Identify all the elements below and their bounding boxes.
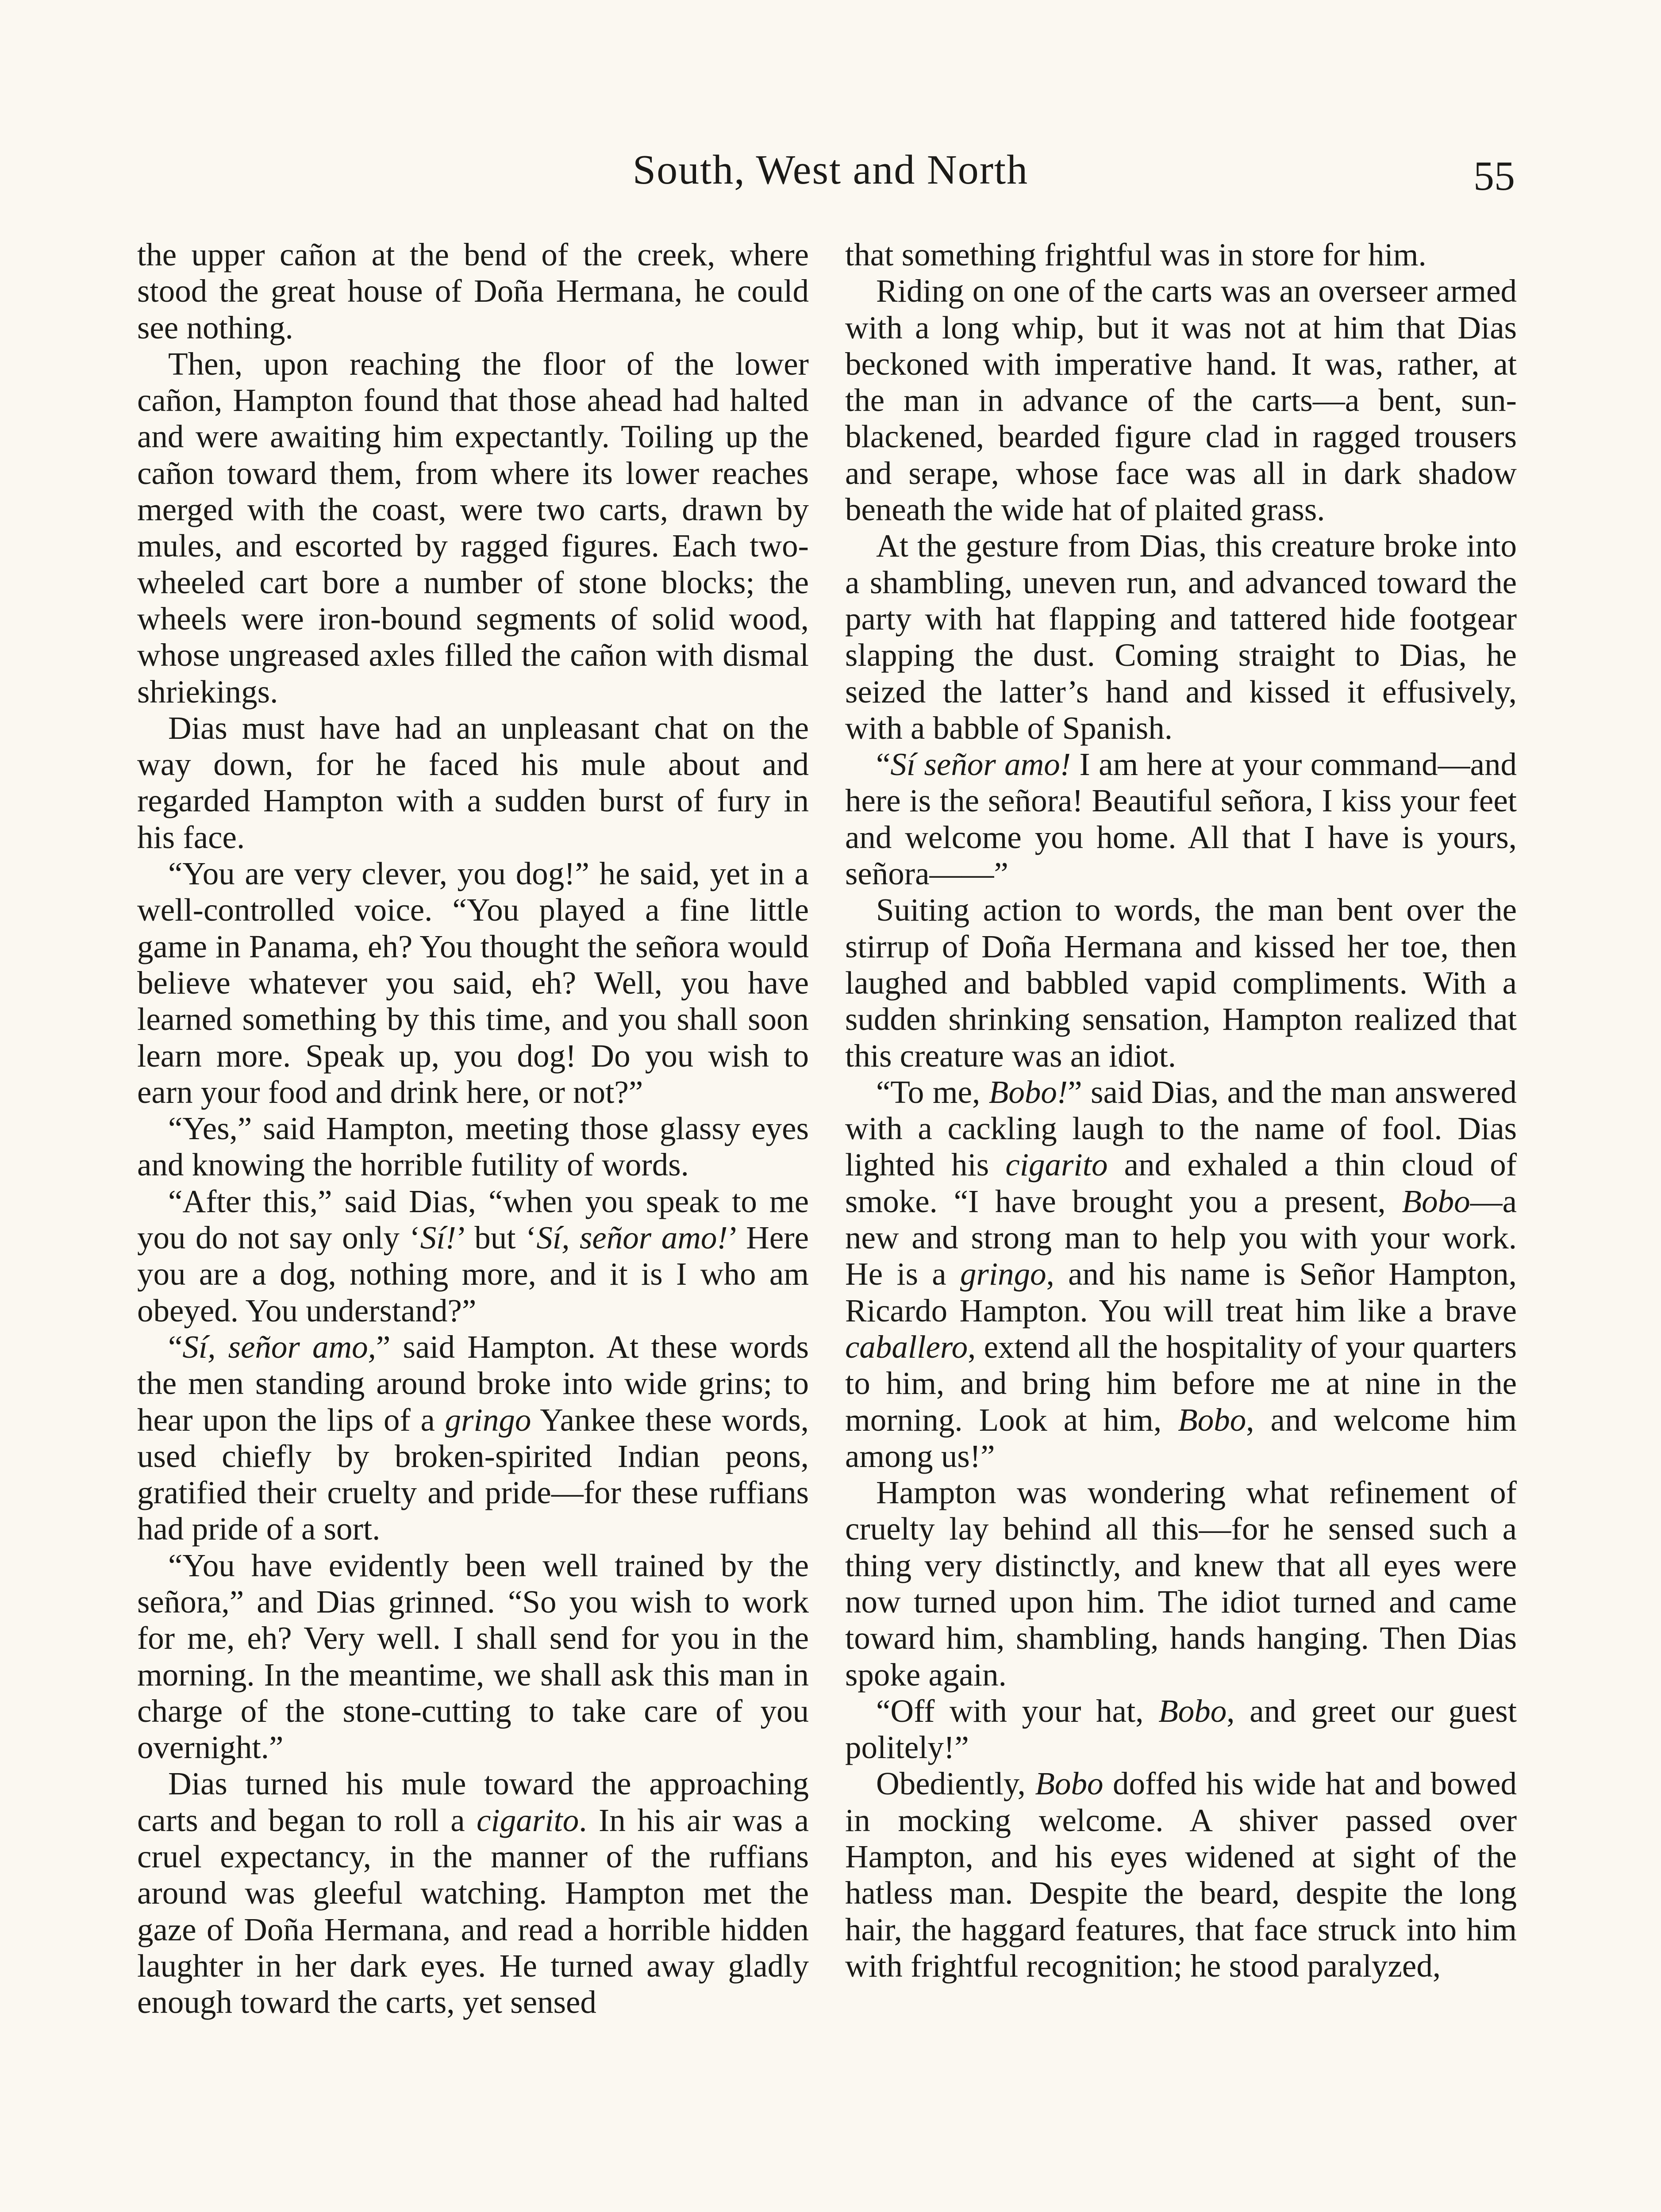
paragraph: “You are very clever, you dog!” he said, yet in a well-controlled voice. “You played a fine little game in Panama, eh? You thought the señora would believe whatever you said, eh? Well, you have learned something by this time, and you shall soon learn more. Speak up, you dog! Do you wish to earn your food and drink here, or not?” (137, 856, 809, 1110)
paragraph: Dias turned his mule toward the approaching carts and began to roll a cigarito. In his air was a cruel expectancy, in the manner of the ruffians around was gleeful watching. Hampton met the gaze of Doña Hermana, and read a horrible hidden laughter in her dark eyes. He turned away gladly enough toward the carts, yet sensed (137, 1766, 809, 2020)
paragraph: Hampton was wondering what refinement of cruelty lay behind all this—for he sensed such a thing very distinctly, and knew that all eyes were now turned upon him. The idiot turned and came toward him, shambling, hands hanging. Then Dias spoke again. (845, 1475, 1517, 1693)
paragraph: “To me, Bobo!” said Dias, and the man answered with a cackling laugh to the name of fool. Dias lighted his cigarito and exhaled a thin cloud of smoke. “I have brought you a present, Bobo—a new and strong man to help you with your work. He is a gringo, and his name is Señor Hampton, Ricardo Hampton. You will treat him like a brave caballero, extend all the hospitality of your quarters to him, and bring him before me at nine in the morning. Look at him, Bobo, and welcome him among us!” (845, 1074, 1517, 1474)
paragraph: that something frightful was in store for him. (845, 237, 1426, 273)
paragraph: “Off with your hat, Bobo, and greet our guest politely!” (845, 1693, 1517, 1766)
paragraph: “Sí señor amo! I am here at your command—and here is the señora! Beautiful señora, I kiss your feet and welcome you home. All that I have is yours, señora——” (845, 746, 1517, 892)
paragraph: Obediently, Bobo doffed his wide hat and bowed in mocking welcome. A shiver passed over Hampton, and his eyes widened at sight of the hatless man. Despite the beard, despite the long hair, the haggard features, that face struck into him with frightful recognition; he stood paralyzed, (845, 1766, 1517, 1984)
right-column (845, 237, 1517, 1984)
paragraph: “You have evidently been well trained by the señora,” and Dias grinned. “So you wish to work for me, eh? Very well. I shall send for you in the morning. In the meantime, we shall ask this man in charge of the stone-cutting to take care of you overnight.” (137, 1547, 809, 1766)
paragraph: At the gesture from Dias, this creature broke into a shambling, uneven run, and advanced toward the party with hat flapping and tattered hide footgear slapping the dust. Coming straight to Dias, he seized the latter’s hand and kissed it effusively, with a babble of Spanish. (845, 528, 1517, 746)
paragraph: Riding on one of the carts was an overseer armed with a long whip, but it was not at him that Dias beckoned with imperative hand. It was, rather, at the man in advance of the carts—a bent, sun-blackened, bearded figure clad in ragged trousers and serape, whose face was all in dark shadow beneath the wide hat of plaited grass. (845, 273, 1517, 528)
paragraph: Dias must have had an unpleasant chat on the way down, for he faced his mule about and regarded Hampton with a sudden burst of fury in his face. (137, 710, 809, 855)
paragraph: “Sí, señor amo,” said Hampton. At these words the men standing around broke into wide grins; to hear upon the lips of a gringo Yankee these words, used chiefly by broken-spirited Indian peons, gratified their cruelty and pride—for these ruffians had pride of a sort. (137, 1329, 809, 1547)
paragraph: the upper cañon at the bend of the creek, where stood the great house of Doña Hermana, he could see nothing. (137, 237, 809, 346)
paragraph: “Yes,” said Hampton, meeting those glassy eyes and knowing the horrible futility of words. (137, 1110, 809, 1183)
paragraph: “After this,” said Dias, “when you speak to me you do not say only ‘Sí!’ but ‘Sí, señor amo!’ Here you are a dog, nothing more, and it is I who am obeyed. You understand?” (137, 1183, 809, 1329)
paragraph: Then, upon reaching the floor of the lower cañon, Hampton found that those ahead had halted and were awaiting him expectantly. Toiling up the cañon toward them, from where its lower reaches merged with the coast, were two carts, drawn by mules, and escorted by ragged figures. Each two-wheeled cart bore a number of stone blocks; the wheels were iron-bound segments of solid wood, whose ungreased axles filled the cañon with dismal shriekings. (137, 346, 809, 710)
running-title: South, West and North (632, 147, 1029, 193)
page-number: 55 (1473, 153, 1515, 199)
paragraph: Suiting action to words, the man bent over the stirrup of Doña Hermana and kissed her toe, then laughed and babbled vapid compliments. With a sudden shrinking sensation, Hampton realized that this creature was an idiot. (845, 892, 1517, 1074)
page-header (0, 146, 1661, 212)
left-column (137, 237, 809, 2021)
